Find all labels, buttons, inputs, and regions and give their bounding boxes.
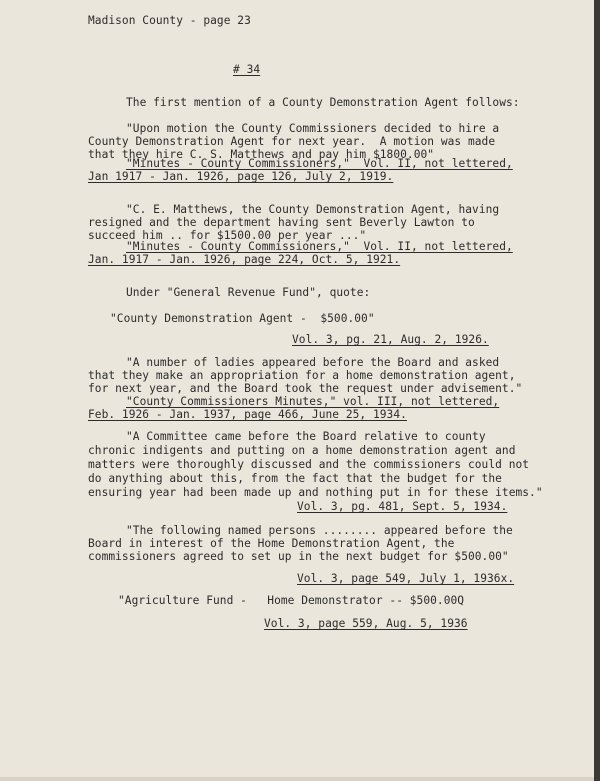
ladies-quote-line-2: that they make an appropriation for a home demonstration agent, — [88, 369, 516, 382]
entry-2-quote-line-1: "C. E. Matthews, the County Demonstration Agent, having — [126, 203, 500, 216]
ladies-quote-line-3: for next year, and the Board took the request under advisement." — [88, 382, 523, 395]
entry-2-quote-line-2: resigned and the department having sent Beverly Lawton to — [88, 216, 475, 229]
ladies-quote-line-1: "A number of ladies appeared before the Board and asked — [126, 356, 500, 369]
persons-quote-line-3: commissioners agreed to set up in the next budget for $500.00" — [88, 550, 509, 563]
agriculture-citation: Vol. 3, page 559, Aug. 5, 1936 — [264, 617, 468, 630]
general-revenue-intro: Under "General Revenue Fund", quote: — [126, 286, 371, 299]
entry-1-citation-line-2: Jan 1917 - Jan. 1926, page 126, July 2, 1919. — [88, 170, 394, 183]
intro-line: The first mention of a County Demonstration Agent follows: — [126, 96, 520, 109]
document-number: # 34 — [233, 63, 261, 76]
ladies-citation-line-2: Feb. 1926 - Jan. 1937, page 466, June 25, 1934. — [88, 408, 407, 421]
entry-1-quote-line-3: that they hire C. S. Matthews and pay him $1800.00" — [88, 148, 435, 161]
committee-quote-line-2: chronic indigents and putting on a home demonstration agent and — [88, 444, 516, 457]
persons-citation: Vol. 3, page 549, July 1, 1936x. — [297, 572, 515, 585]
entry-2-citation-line-2: Jan. 1917 - Jan. 1926, page 224, Oct. 5, 1921. — [88, 253, 401, 266]
agriculture-item: "Agriculture Fund - Home Demonstrator -- $500.00Q — [118, 594, 465, 607]
committee-quote-line-1: "A Committee came before the Board relative to county — [126, 430, 486, 443]
committee-citation: Vol. 3, pg. 481, Sept. 5, 1934. — [297, 500, 508, 513]
ladies-citation-line-1: "County Commissioners Minutes," vol. III, not lettered, — [126, 395, 500, 408]
persons-quote-line-2: Board in interest of the Home Demonstration Agent, the — [88, 537, 455, 550]
page-header: Madison County - page 23 — [88, 14, 251, 27]
entry-1-quote-line-2: County Demonstration Agent for next year. A motion was made — [88, 135, 496, 148]
general-revenue-item: "County Demonstration Agent - $500.00" — [110, 312, 375, 325]
entry-2-citation-line-1: "Minutes - County Commissioners," Vol. II, not lettered, — [126, 240, 513, 253]
persons-quote-line-1: "The following named persons ........ appeared before the — [126, 524, 513, 537]
committee-quote-line-4: do anything about this, from the fact that the budget for the — [88, 472, 502, 485]
committee-quote-line-5: ensuring year had been made up and nothing put in for these items." — [88, 486, 543, 499]
committee-quote-line-3: matters were thoroughly discussed and the commissioners could not — [88, 458, 530, 471]
entry-2-quote-line-3: succeed him .. for $1500.00 per year ..." — [88, 229, 367, 242]
general-revenue-citation: Vol. 3, pg. 21, Aug. 2, 1926. — [292, 333, 489, 346]
entry-1-citation-line-1: "Minutes - County Commissioners," Vol. II, not lettered, — [126, 157, 513, 170]
entry-1-quote-line-1: "Upon motion the County Commissioners decided to hire a — [126, 122, 500, 135]
